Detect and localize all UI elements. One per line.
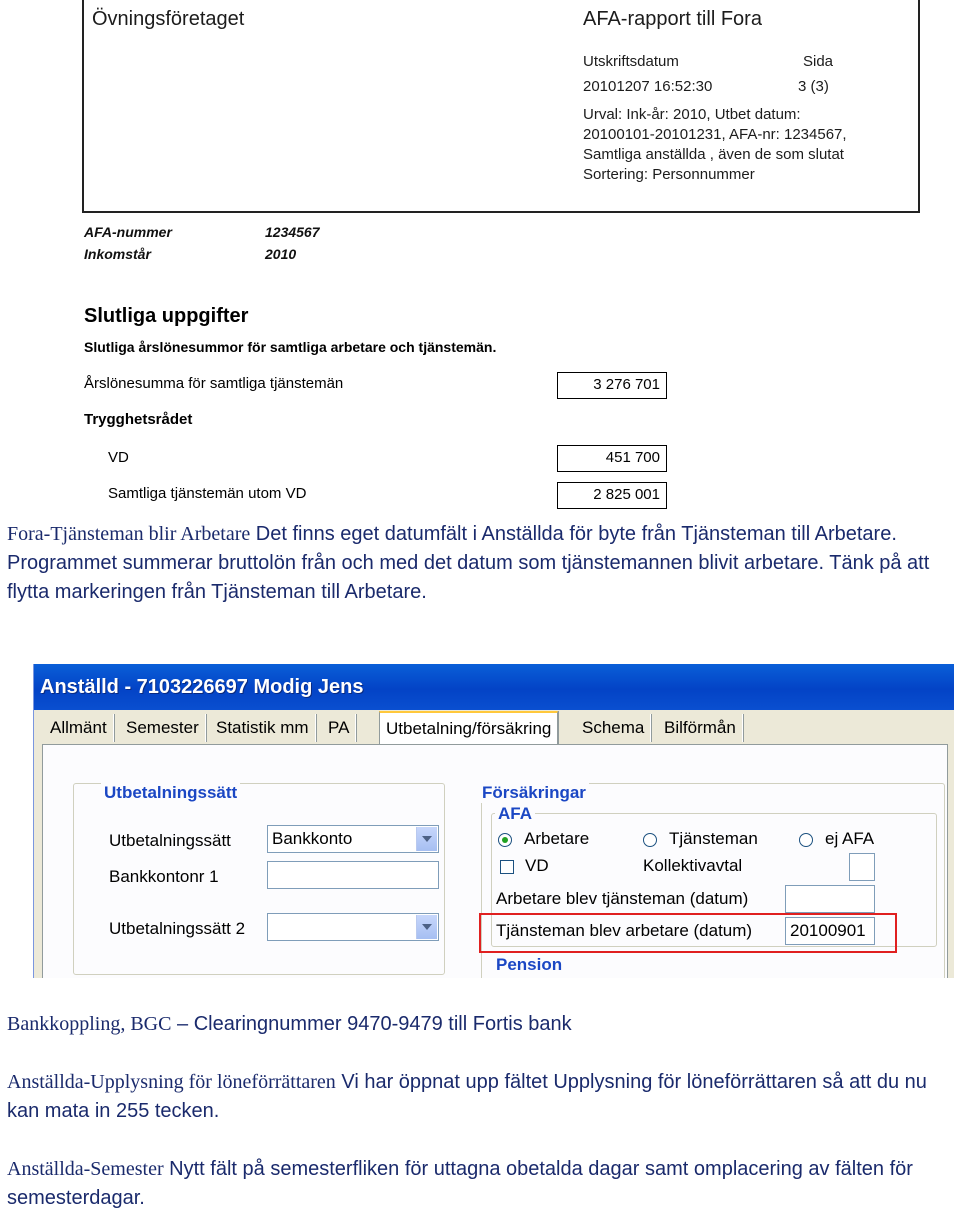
payment-method-select[interactable] — [267, 825, 439, 853]
income-year-label: Inkomstår — [84, 246, 151, 262]
selection-line-3: Samtliga anställda , även de som slutat — [583, 146, 844, 163]
payment-method-label: Utbetalningssätt — [109, 831, 231, 850]
vd-value: 451 700 — [557, 445, 667, 472]
afa-number-value: 1234567 — [265, 224, 320, 240]
official-to-worker-input[interactable]: 20100901 — [785, 917, 875, 945]
paragraph-heading: Anställda-Upplysning för löneförrättaren — [7, 1071, 336, 1093]
dialog-title-bar: Anställd - 7103226697 Modig Jens — [34, 664, 954, 710]
officials-excl-vd-label: Samtliga tjänstemän utom VD — [108, 485, 307, 502]
employee-dialog — [33, 664, 954, 978]
paragraph-vacation — [7, 1155, 955, 1213]
report-title: AFA-rapport till Fora — [583, 8, 762, 30]
vd-label: VD — [108, 449, 129, 466]
tab-utbetalning[interactable]: Utbetalning/försäkring — [379, 711, 558, 745]
payment-group-caption: Utbetalningssätt — [101, 783, 240, 803]
report-company: Övningsföretaget — [92, 8, 245, 30]
bank-account-label: Bankkontonr 1 — [109, 867, 219, 886]
afa-number-label: AFA-nummer — [84, 224, 172, 240]
paragraph-heading: Anställda-Semester — [7, 1158, 164, 1180]
collective-agreement-label: Kollektivavtal — [643, 856, 743, 875]
page-label: Sida — [803, 53, 834, 70]
paragraph-official-to-worker — [7, 520, 955, 607]
officials-excl-vd-value: 2 825 001 — [557, 482, 667, 509]
paragraph-text: – Clearingnummer 9470-9479 till Fortis bank — [171, 1013, 572, 1035]
page-number: 3 (3) — [798, 78, 829, 95]
tab-allmant[interactable]: Allmänt — [44, 714, 114, 742]
selection-line-2: 20100101-20101231, AFA-nr: 1234567, — [583, 126, 847, 143]
chevron-down-icon[interactable] — [416, 915, 437, 939]
checkbox-vd-label: VD — [525, 856, 549, 875]
payment-method-value: Bankkonto — [272, 829, 353, 848]
bank-account-input[interactable] — [267, 861, 439, 889]
radio-no-afa[interactable] — [799, 833, 813, 847]
tab-semester[interactable]: Semester — [120, 714, 206, 742]
selection-line-1: Urval: Ink-år: 2010, Utbet datum: — [583, 106, 801, 123]
checkbox-vd[interactable] — [500, 860, 514, 874]
pension-group-caption: Pension — [493, 955, 565, 975]
worker-to-official-input[interactable] — [785, 885, 875, 913]
worker-to-official-label: Arbetare blev tjänsteman (datum) — [496, 889, 749, 908]
payment-method2-select[interactable] — [267, 913, 439, 941]
paragraph-bank-link — [7, 1010, 955, 1039]
paragraph-heading: Fora-Tjänsteman blir Arbetare — [7, 523, 251, 545]
trygghetsradet-label: Trygghetsrådet — [84, 411, 193, 428]
tab-pa[interactable]: PA — [322, 714, 356, 742]
paragraph-text: Det finns eget datumfält i Anställda för byte från Tjänsteman till Arbetare. Programmet summerar bruttolön från och med det datum som tjänstemannen blivit arbetare. Tänk på att flytta markeringen från Tjänsteman till Arbetare. — [7, 523, 930, 603]
tab-bilformaner[interactable]: Bilförmån — [658, 714, 743, 742]
tab-statistik[interactable]: Statistik mm — [210, 714, 316, 742]
official-to-worker-label: Tjänsteman blev arbetare (datum) — [496, 921, 753, 940]
annual-salary-value: 3 276 701 — [557, 372, 667, 399]
paragraph-info-for-payroll — [7, 1068, 955, 1126]
print-date: 20101207 16:52:30 — [583, 78, 713, 95]
paragraph-heading: Bankkoppling, BGC — [7, 1013, 172, 1035]
radio-official[interactable] — [643, 833, 657, 847]
collective-agreement-input[interactable] — [849, 853, 875, 881]
radio-official-label: Tjänsteman — [669, 829, 758, 848]
income-year-value: 2010 — [265, 246, 297, 262]
radio-no-afa-label: ej AFA — [825, 829, 875, 848]
radio-worker[interactable] — [498, 833, 512, 847]
payment-method2-label: Utbetalningssätt 2 — [109, 919, 246, 938]
paragraph-text: Nytt fält på semesterfliken för uttagna obetalda dagar samt omplacering av fälten för semesterdagar. — [7, 1158, 913, 1209]
chevron-down-icon[interactable] — [416, 827, 437, 851]
annual-salary-label: Årslönesumma för samtliga tjänstemän — [84, 375, 344, 392]
insurance-group-caption: Försäkringar — [479, 783, 589, 803]
radio-worker-label: Arbetare — [524, 829, 590, 848]
print-date-label: Utskriftsdatum — [583, 53, 679, 70]
final-subheading: Slutliga årslönesummor för samtliga arbetare och tjänstemän. — [84, 339, 497, 355]
paragraph-text: Vi har öppnat upp fältet Upplysning för löneförrättaren så att du nu kan mata in 255 tecken. — [7, 1071, 927, 1122]
tab-panel — [42, 744, 948, 978]
selection-line-4: Sortering: Personnummer — [583, 166, 755, 183]
afa-group-caption: AFA — [495, 804, 535, 824]
final-heading: Slutliga uppgifter — [84, 305, 249, 327]
tab-schema[interactable]: Schema — [576, 714, 651, 742]
